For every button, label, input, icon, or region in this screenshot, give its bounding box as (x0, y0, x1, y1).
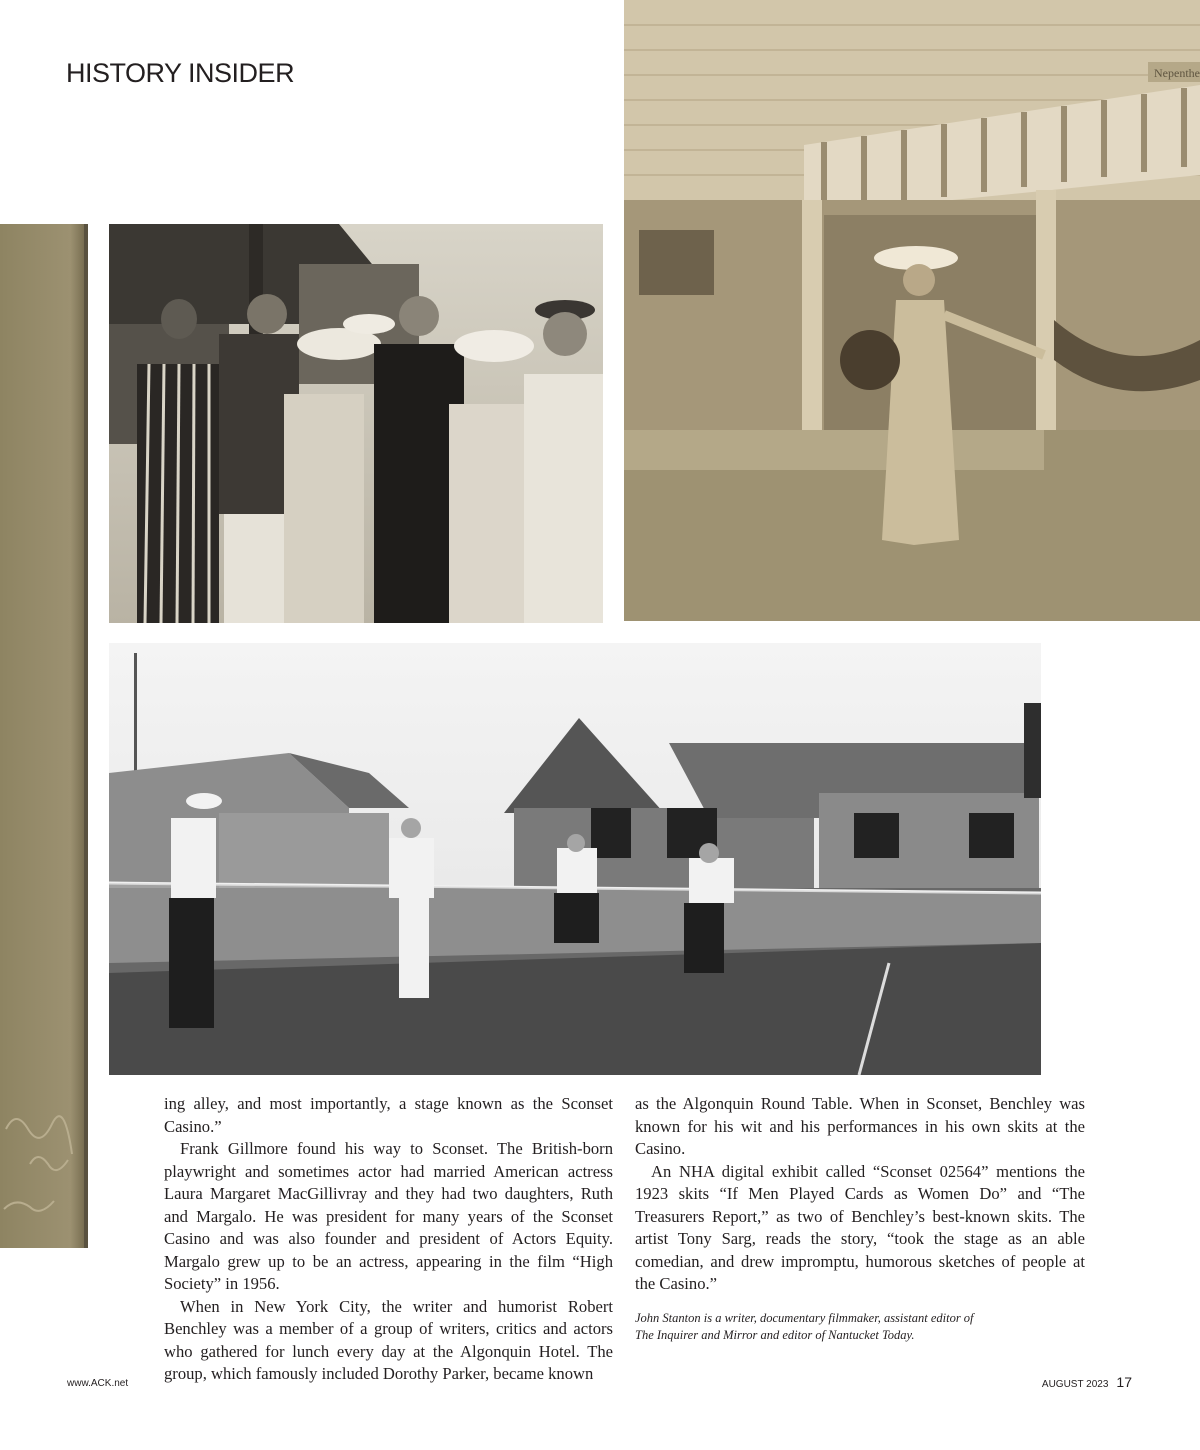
author-bio-line: The Inquirer and Mirror and editor of Nantucket Today. (635, 1327, 915, 1342)
woman-with-ball-photo (624, 0, 1200, 621)
footer-folio (1042, 1374, 1132, 1390)
article-paragraph: as the Algonquin Round Table. When in Sconset, Benchley was known for his wit and his performances in his own skits at the Casino. (635, 1094, 1085, 1158)
group-crowd-photo (109, 224, 603, 623)
section-title: HISTORY INSIDER (66, 58, 295, 88)
article-column-right (635, 1093, 1085, 1344)
building-sign-text: Nepenthe (1154, 66, 1200, 80)
article-paragraph: An NHA digital exhibit called “Sconset 02564” mentions the 1923 skits “If Men Played Cards as Women Do” and “The Treasurers Report,” as two of Benchley’s best-known skits. The artist Tony Sarg, reads the story, “took the stage as an able comedian, and drew impromptu, humorous sketches of people at the Casino.” (635, 1161, 1085, 1293)
aged-paper-strip (0, 224, 88, 1248)
article-paragraph: ing alley, and most importantly, a stage known as the Sconset Casino.” (164, 1094, 613, 1136)
page-number: 17 (1116, 1374, 1132, 1390)
article-paragraph: Frank Gillmore found his way to Sconset. The British-born playwright and sometimes actor had married American actress Laura Margaret MacGillivray and they had two daughters, Ruth and Margalo. He was president for many years of the Sconset Casino and was also founder and president of Actors Equity. Margalo grew up to be an actress, appearing in the film “High Society” in 1956. (164, 1139, 613, 1293)
author-bio-line: John Stanton is a writer, documentary filmmaker, assistant editor of (635, 1310, 974, 1325)
article-paragraph: When in New York City, the writer and humorist Robert Benchley was a member of a group of writers, critics and actors who gathered for lunch every day at the Algonquin Hotel. The group, which famously included Dorothy Parker, became known (164, 1296, 613, 1383)
author-bio (635, 1310, 1085, 1344)
footer-issue-date: AUGUST 2023 (1041, 1379, 1109, 1390)
article-column-left (164, 1093, 613, 1386)
tennis-match-photo (109, 643, 1041, 1075)
footer-website-link[interactable]: www.ACK.net (67, 1378, 129, 1389)
